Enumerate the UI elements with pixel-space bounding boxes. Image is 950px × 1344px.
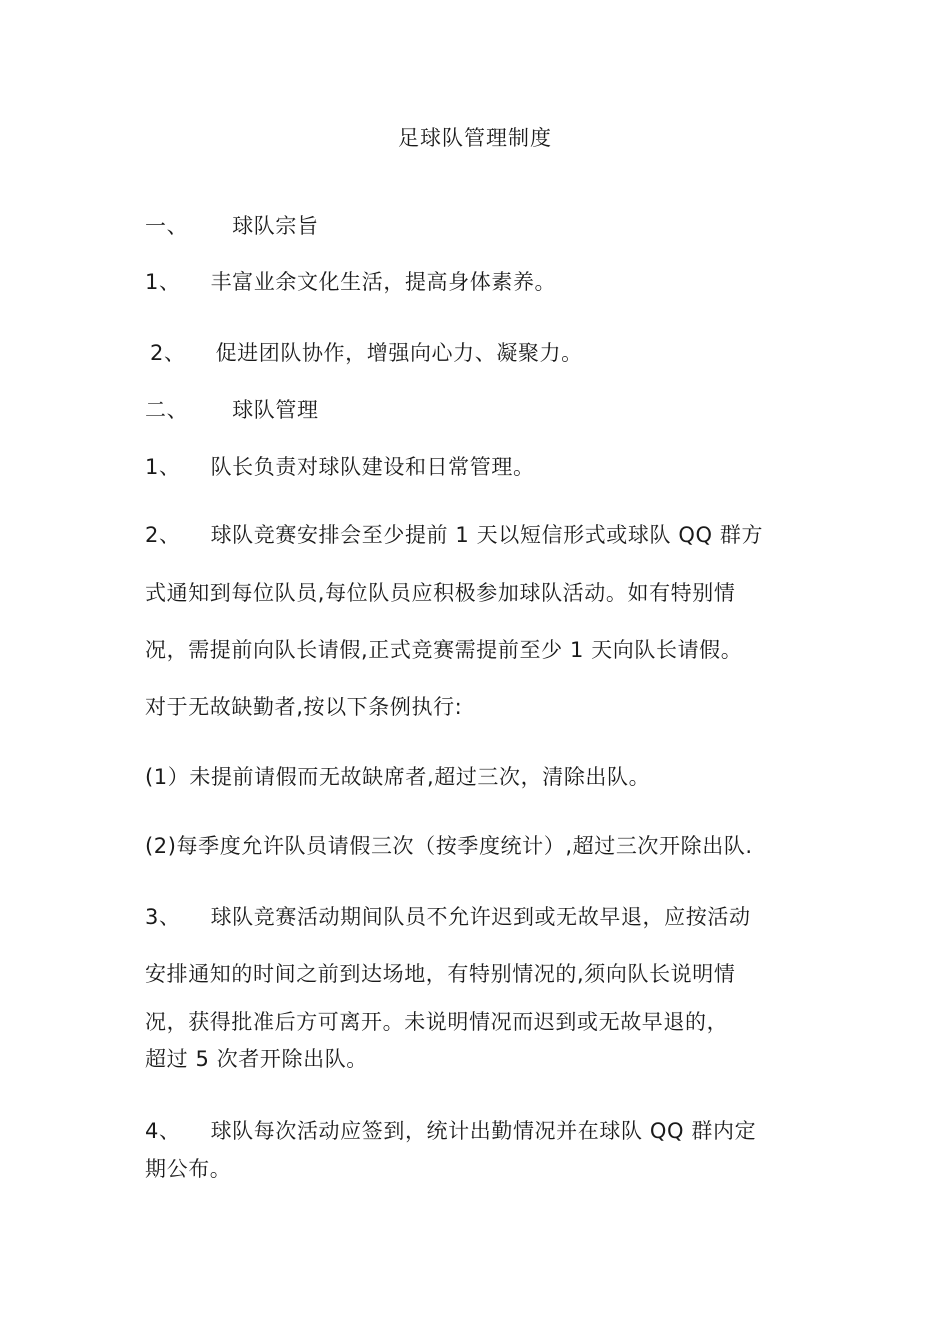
section-2-number: 二、 xyxy=(145,398,189,422)
document-title: 足球队管理制度 xyxy=(398,126,552,150)
item-number: 1、 xyxy=(145,455,181,479)
section-2-item-4-line-2: 期公布。 xyxy=(145,1157,232,1181)
section-2-item-2-line-4: 对于无故缺勤者,按以下条例执行: xyxy=(145,695,463,719)
section-2-item-3-line-4: 超过 5 次者开除出队。 xyxy=(145,1047,368,1071)
section-2-item-3-line-3: 况，获得批准后方可离开。未说明情况而迟到或无故早退的， xyxy=(145,1010,729,1034)
item-text: 丰富业余文化生活，提高身体素养。 xyxy=(210,270,557,294)
section-2-item-2-line-2: 式通知到每位队员,每位队员应积极参加球队活动。如有特别情 xyxy=(145,581,736,605)
item-number: 4、 xyxy=(145,1119,181,1143)
item-number: 2、 xyxy=(145,523,181,547)
item-text: 队长负责对球队建设和日常管理。 xyxy=(210,455,535,479)
section-2-heading xyxy=(145,396,319,424)
section-2-item-3-line-2: 安排通知的时间之前到达场地，有特别情况的,须向队长说明情 xyxy=(145,962,736,986)
section-1-item-1 xyxy=(145,268,556,296)
rule-2: (2)每季度允许队员请假三次（按季度统计）,超过三次开除出队. xyxy=(145,834,753,858)
item-number: 2、 xyxy=(150,341,186,365)
item-number: 1、 xyxy=(145,270,181,294)
item-number: 3、 xyxy=(145,905,181,929)
section-2-item-2-line-1 xyxy=(145,521,763,549)
section-1-heading xyxy=(145,212,319,240)
section-2-item-4-line-1 xyxy=(145,1117,756,1145)
section-2-item-1 xyxy=(145,453,535,481)
item-text: 促进团队协作，增强向心力、凝聚力。 xyxy=(215,341,583,365)
item-text: 球队竞赛安排会至少提前 1 天以短信形式或球队 QQ 群方 xyxy=(210,523,764,547)
section-1-item-2 xyxy=(150,339,583,367)
section-1-title: 球队宗旨 xyxy=(232,214,319,238)
section-1-number: 一、 xyxy=(145,214,189,238)
section-2-title: 球队管理 xyxy=(232,398,319,422)
section-2-item-3-line-1 xyxy=(145,903,751,931)
rule-1: (1）未提前请假而无故缺席者,超过三次，清除出队。 xyxy=(145,765,651,789)
section-2-item-2-line-3: 况，需提前向队长请假,正式竞赛需提前至少 1 天向队长请假。 xyxy=(145,638,743,662)
item-text: 球队每次活动应签到，统计出勤情况并在球队 QQ 群内定 xyxy=(210,1119,757,1143)
item-text: 球队竞赛活动期间队员不允许迟到或无故早退，应按活动 xyxy=(210,905,751,929)
